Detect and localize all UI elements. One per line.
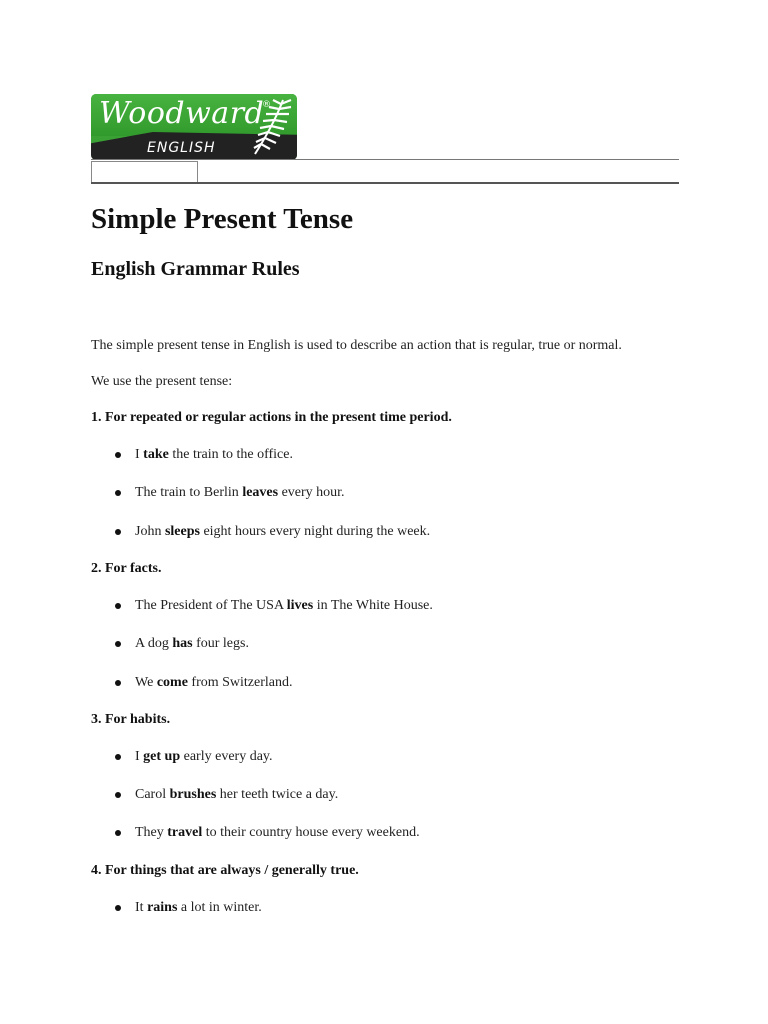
logo-subtitle: ENGLISH — [147, 140, 216, 156]
bullet-icon — [115, 452, 121, 458]
section-heading: 3. For habits. — [91, 712, 171, 727]
section-heading: 2. For facts. — [91, 561, 162, 576]
bullet-icon — [115, 680, 121, 686]
lead-paragraph: We use the present tense: — [91, 374, 233, 389]
bullet-icon — [115, 905, 121, 911]
header-rule-top — [91, 159, 679, 160]
bullet-icon — [115, 603, 121, 609]
bullet-icon — [115, 792, 121, 798]
page-title: Simple Present Tense — [91, 203, 354, 235]
fern-icon — [243, 96, 295, 158]
bullet-icon — [115, 529, 121, 535]
bullet-icon — [115, 641, 121, 647]
woodward-english-logo[interactable] — [91, 94, 297, 160]
section-heading: 4. For things that are always / generally true. — [91, 863, 359, 878]
page-subtitle: English Grammar Rules — [91, 258, 300, 280]
header-tab-box — [91, 161, 198, 183]
section-heading: 1. For repeated or regular actions in the present time period. — [91, 410, 452, 425]
header-rule-bottom — [91, 182, 679, 184]
bullet-icon — [115, 754, 121, 760]
logo-wordmark: Woodward — [99, 96, 265, 131]
bullet-icon — [115, 830, 121, 836]
bullet-icon — [115, 490, 121, 496]
intro-paragraph: The simple present tense in English is used to describe an action that is regular, true or normal. — [91, 338, 622, 353]
logo-registered-mark: ® — [262, 100, 271, 110]
